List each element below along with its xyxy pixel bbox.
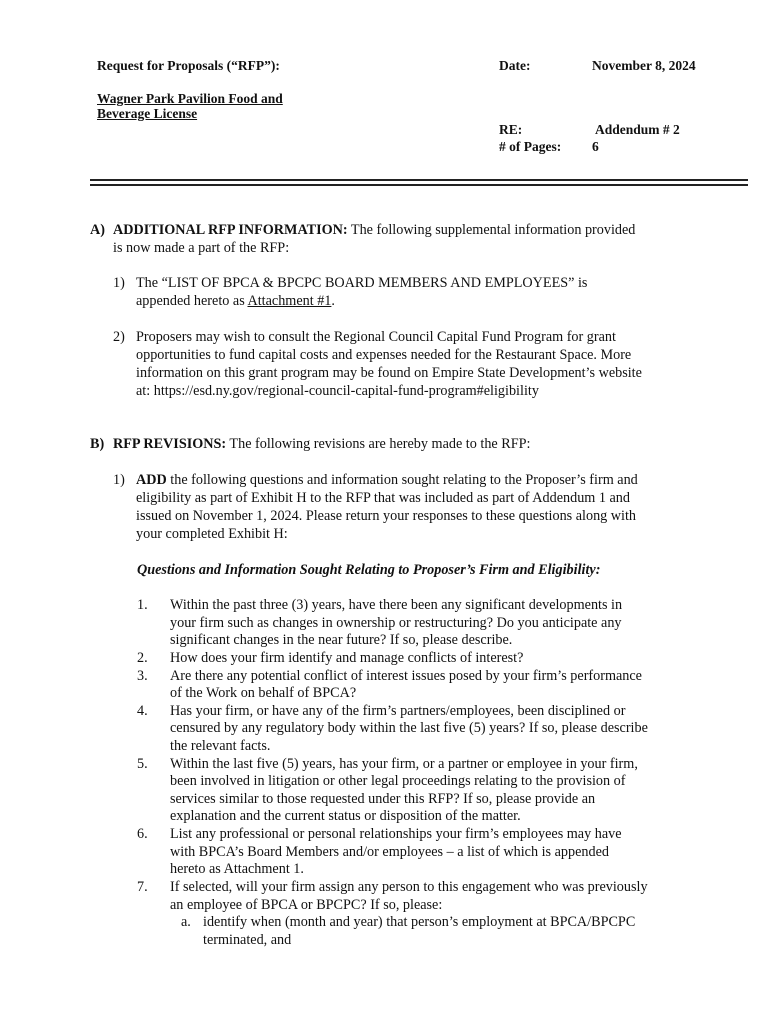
question-2: 2. How does your firm identify and manage conflicts of interest?	[137, 650, 524, 666]
section-a-item-1-num: 1)	[113, 275, 125, 291]
section-a-item-2-num: 2)	[113, 329, 125, 345]
question-5: 5. Within the last five (5) years, has your firm, or a partner or employee in your firm, been involved in litigation or other legal proceedings relating to the provision of services similar to those requested under this RFP? If so, please provide an explanation and the current status or disposition of the matter.	[137, 755, 638, 824]
section-a-item-2-line-3: information on this grant program may be found on Empire State Development’s website	[136, 365, 642, 381]
section-b-item-1-line-4: your completed Exhibit H:	[136, 526, 288, 542]
rfp-label: Request for Proposals (“RFP”):	[97, 58, 280, 73]
question-7: 7. If selected, will your firm assign any person to this engagement who was previously an employee of BPCA or BPCPC? If so, please:	[137, 879, 648, 913]
date-label: Date:	[499, 58, 531, 73]
question-6: 6. List any professional or personal relationships your firm’s employees may have with BPCA’s Board Members and/or employees – a list of which is appended hereto as Attachment 1.	[137, 826, 622, 877]
section-a-intro-line-2: is now made a part of the RFP:	[113, 240, 290, 256]
question-3: 3. Are there any potential conflict of interest issues posed by your firm’s performance of the Work on behalf of BPCA?	[137, 667, 642, 701]
section-a-marker: A)	[90, 222, 105, 238]
re-value: Addendum # 2	[595, 122, 680, 137]
question-4: 4. Has your firm, or have any of the firm’s partners/employees, been disciplined or censured by any regulatory body within the last five (5) years? If so, please describe the relevant facts.	[137, 702, 648, 754]
section-a-intro: ADDITIONAL RFP INFORMATION: The following supplemental information provided	[113, 222, 636, 238]
questions-title: Questions and Information Sought Relating to Proposer’s Firm and Eligibility:	[137, 562, 601, 578]
header-rule-top	[90, 179, 748, 181]
section-a-item-2-line-4: at: https://esd.ny.gov/regional-council-capital-fund-program#eligibility	[136, 383, 539, 399]
section-b-item-1-line-1: ADD the following questions and information sought relating to the Proposer’s firm and	[136, 472, 638, 488]
header-rule-bottom	[90, 184, 748, 186]
pages-value: 6	[592, 139, 599, 154]
section-a-heading: ADDITIONAL RFP INFORMATION:	[113, 222, 348, 238]
re-label: RE:	[499, 122, 523, 137]
date-value: November 8, 2024	[592, 58, 696, 73]
project-title-line-2: Beverage License	[97, 106, 198, 121]
section-b-item-1-line-3: issued on November 1, 2024. Please return your responses to these questions along with	[136, 508, 637, 524]
question-7-subitem-a: a. identify when (month and year) that person’s employment at BPCA/BPCPC terminated, and	[181, 914, 636, 948]
section-a-item-1-line-1: The “LIST OF BPCA & BPCPC BOARD MEMBERS AND EMPLOYEES” is	[136, 275, 588, 291]
section-a-item-1-line-2: appended hereto as Attachment #1.	[136, 293, 335, 309]
question-1: 1. Within the past three (3) years, have there been any significant developments in your firm such as changes in ownership or restructuring? Do you anticipate any significant changes in the near future? If so, please describe.	[137, 597, 623, 648]
project-title-line-1: Wagner Park Pavilion Food and	[97, 91, 283, 106]
section-b-heading: RFP REVISIONS:	[113, 436, 227, 452]
section-b-intro: RFP REVISIONS: The following revisions are hereby made to the RFP:	[113, 436, 531, 452]
section-b-marker: B)	[90, 436, 105, 452]
section-b-item-1-line-2: eligibility as part of Exhibit H to the RFP that was included as part of Addendum 1 and	[136, 490, 630, 506]
attachment-1-link[interactable]: Attachment #1	[247, 293, 332, 309]
section-a-item-2-line-1: Proposers may wish to consult the Regional Council Capital Fund Program for grant	[136, 329, 616, 345]
section-a-item-2-line-2: opportunities to fund capital costs and expenses needed for the Restaurant Space. More	[136, 347, 632, 363]
pages-label: # of Pages:	[499, 139, 562, 154]
questions-list	[137, 597, 697, 949]
section-b-item-1-num: 1)	[113, 472, 125, 488]
